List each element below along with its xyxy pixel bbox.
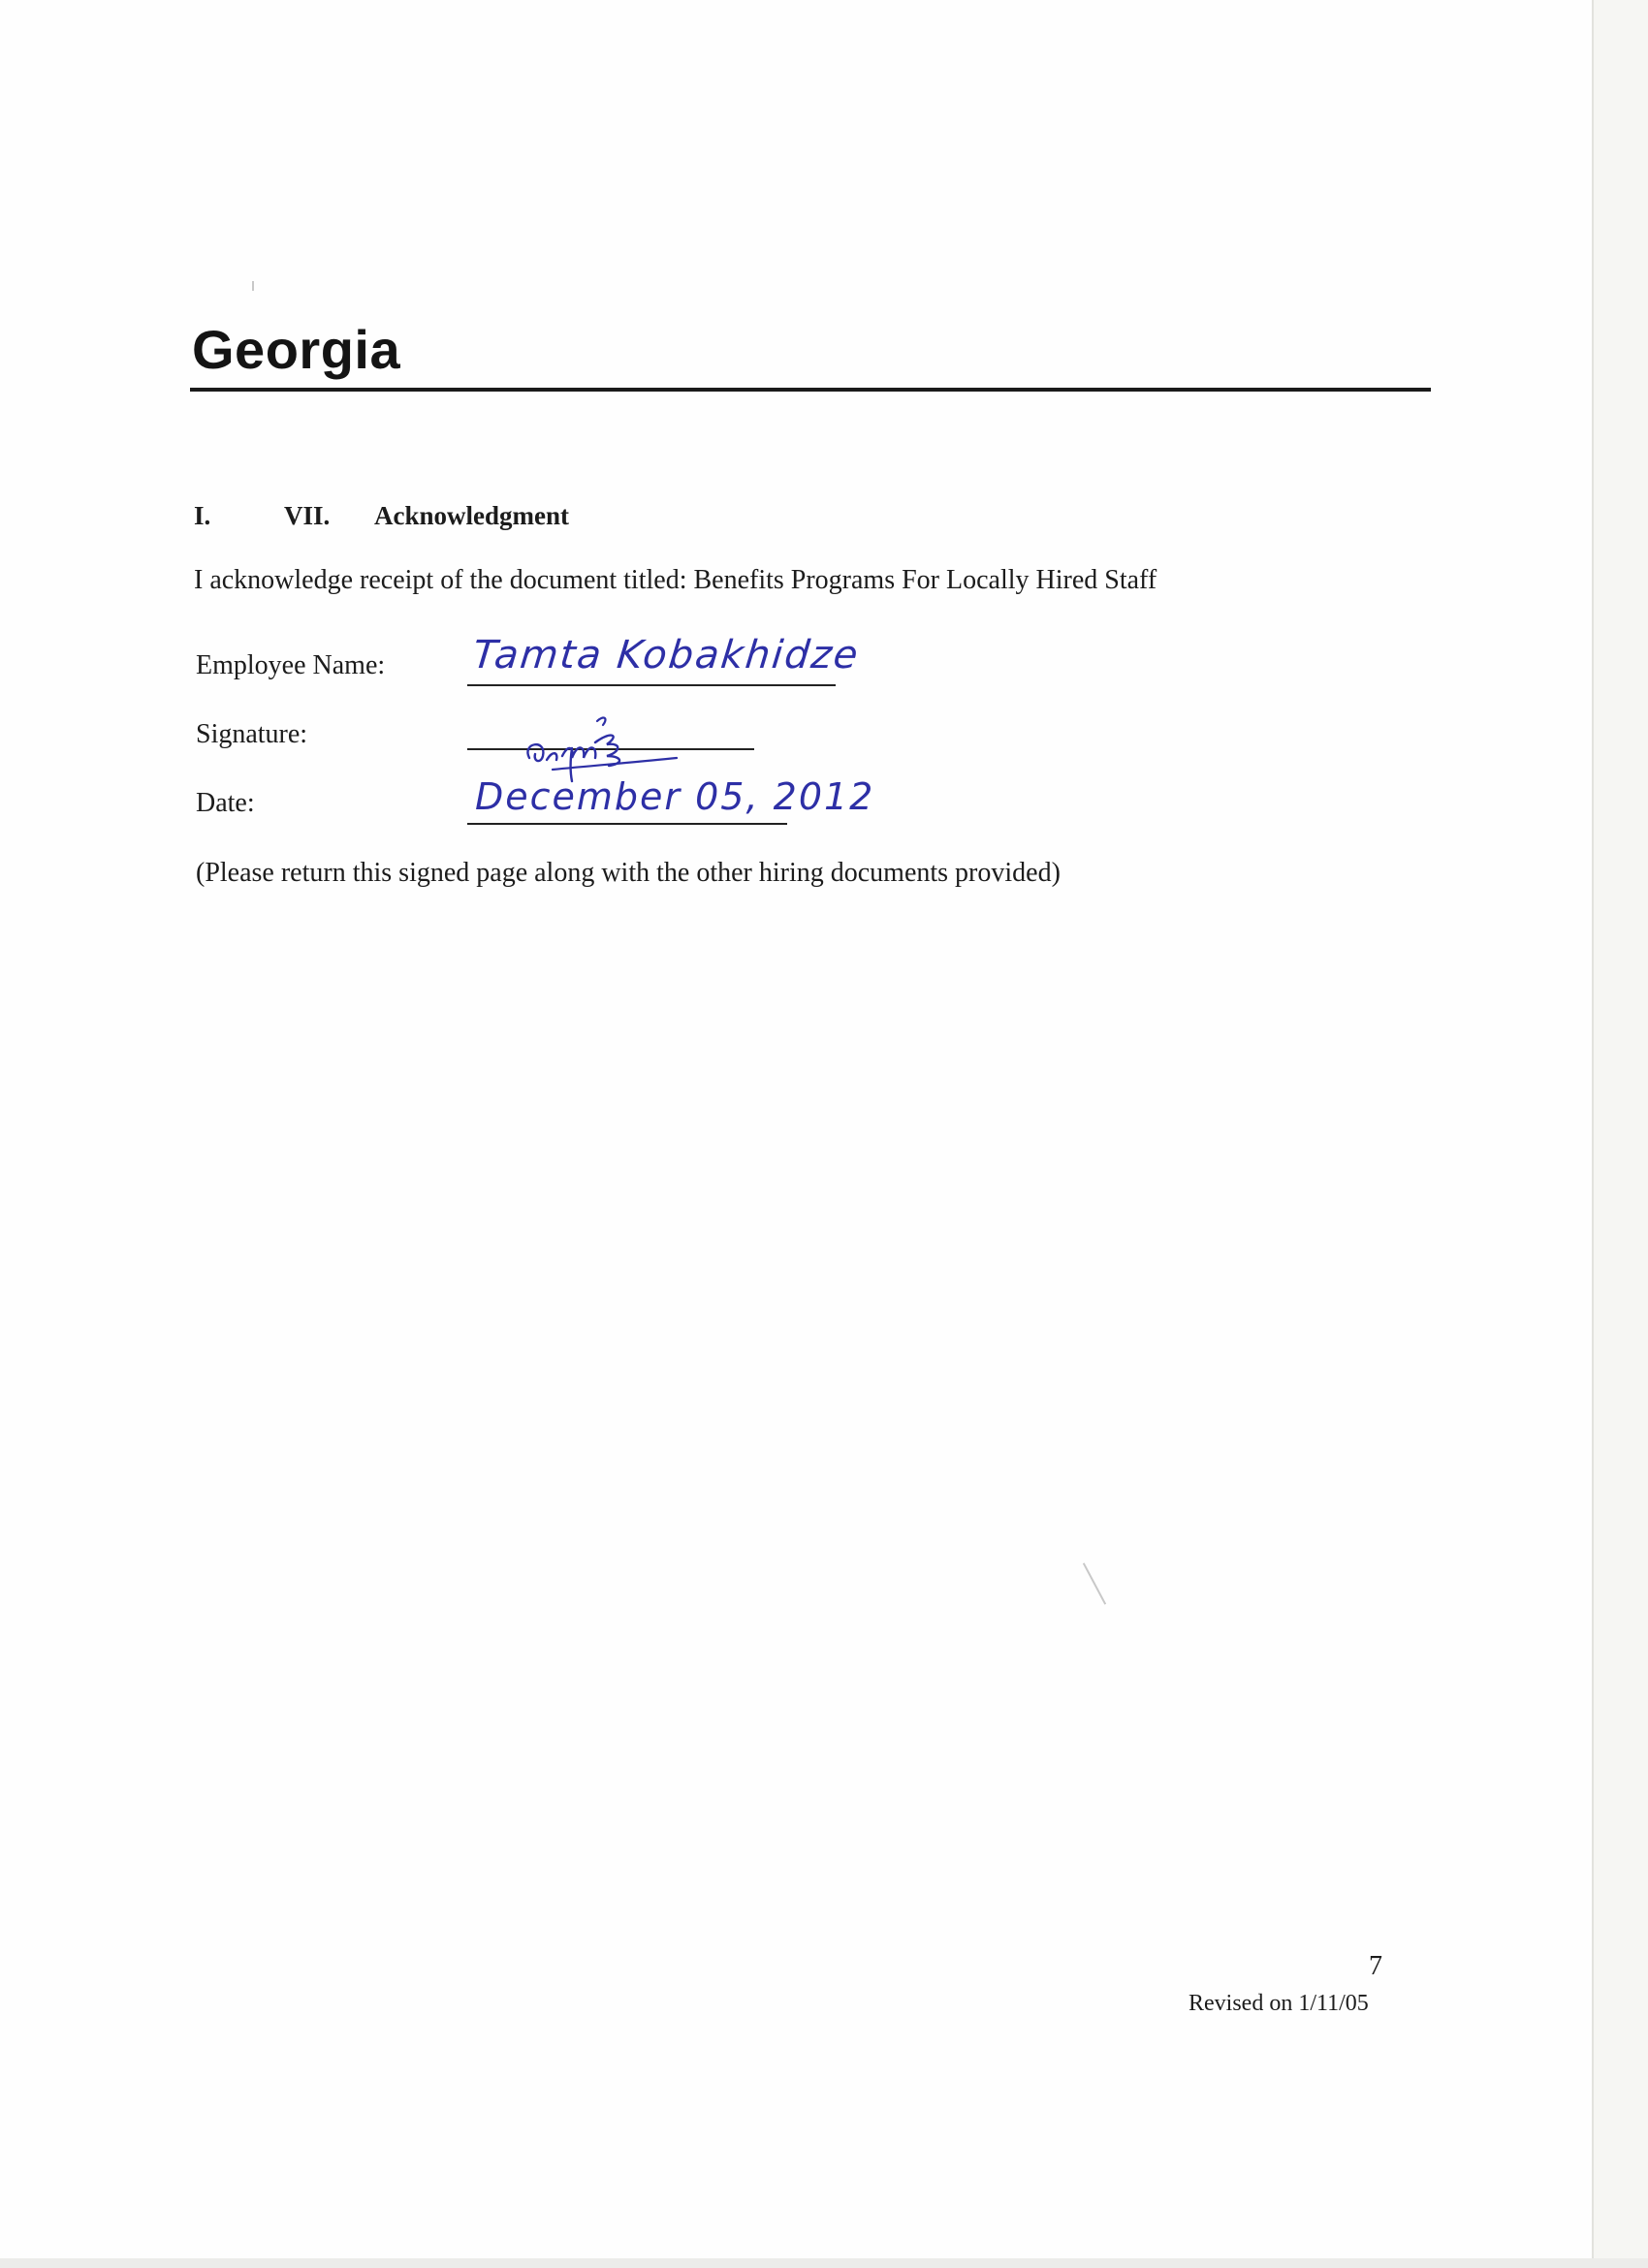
- return-instructions: (Please return this signed page along with the other hiring documents provided): [196, 858, 1061, 888]
- section-title: Acknowledgment: [374, 501, 569, 530]
- employee-name-value: Tamta Kobakhidze: [470, 633, 862, 677]
- date-line: [467, 823, 787, 825]
- section-number-outer: I.: [194, 501, 211, 530]
- intro-text: I acknowledge receipt of the document titled: Benefits Programs For Locally Hired Staff: [194, 565, 1157, 595]
- section-number-inner: VII.: [284, 501, 331, 530]
- revision-note: Revised on 1/11/05: [1188, 1991, 1369, 2016]
- signature-label: Signature:: [196, 719, 308, 749]
- scan-speck: [252, 281, 254, 291]
- handwritten-signature: [514, 713, 727, 783]
- date-value: December 05, 2012: [475, 775, 875, 818]
- scan-edge-bottom: [0, 2258, 1648, 2268]
- page-heading: Georgia: [192, 319, 401, 380]
- date-label: Date:: [196, 788, 255, 818]
- scan-speck: [1083, 1562, 1106, 1604]
- employee-name-line: [467, 684, 836, 686]
- heading-rule: [190, 388, 1431, 392]
- scan-edge-right: [1592, 0, 1648, 2268]
- page-number: 7: [1369, 1951, 1382, 1981]
- employee-name-label: Employee Name:: [196, 650, 386, 680]
